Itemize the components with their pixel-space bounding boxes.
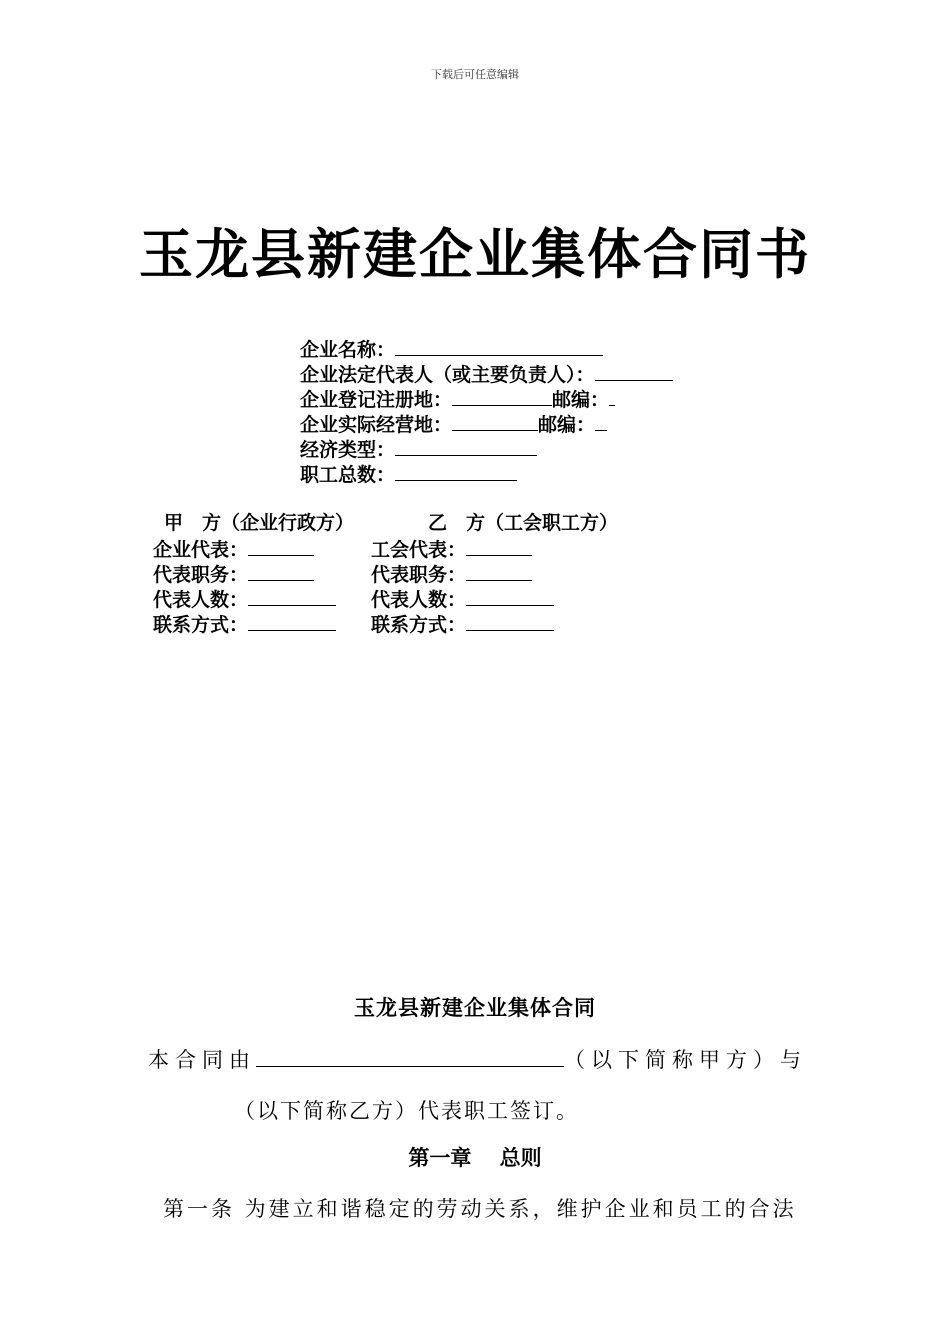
party-b-count-row: [371, 587, 554, 613]
contract-title: 玉龙县新建企业集体合同: [354, 995, 596, 1020]
op-postcode-label: 邮编：: [538, 414, 596, 436]
chapter-heading: 第一章 总则: [408, 1145, 542, 1170]
legal-rep-field[interactable]: [595, 362, 673, 381]
company-name-label: 企业名称：: [300, 339, 396, 361]
legal-rep-row: [300, 362, 673, 388]
party-b-rep-label: 工会代表：: [371, 539, 467, 561]
reg-postcode-field[interactable]: [609, 387, 615, 406]
reg-postcode-label: 邮编：: [552, 389, 610, 411]
op-address-row: [300, 412, 607, 438]
party-b-contact-row: [371, 612, 554, 638]
party-a-rep-field[interactable]: [248, 537, 314, 556]
contract-line-2: （以下简称乙方）代表职工签订。: [234, 1099, 579, 1123]
party-a-rep-label: 企业代表：: [153, 539, 249, 561]
party-a-count-label: 代表人数：: [153, 589, 249, 611]
party-a-contact-field[interactable]: [248, 612, 336, 631]
party-a-contact-row: [153, 612, 336, 638]
document-title: 玉龙县新建企业集体合同书: [139, 222, 811, 286]
party-b-count-field[interactable]: [466, 587, 554, 606]
econ-type-label: 经济类型：: [300, 439, 396, 461]
party-a-position-field[interactable]: [248, 562, 314, 581]
party-a-heading: 甲 方（企业行政方）: [164, 512, 355, 534]
party-a-position-row: [153, 562, 314, 588]
party-a-name-field[interactable]: [256, 1044, 564, 1067]
staff-total-label: 职工总数：: [300, 464, 396, 486]
header-note: 下载后可任意编辑: [431, 68, 519, 81]
econ-type-row: [300, 437, 537, 463]
party-a-rep-row: [153, 537, 314, 563]
party-b-position-row: [371, 562, 532, 588]
party-b-contact-field[interactable]: [466, 612, 554, 631]
company-name-row: [300, 337, 603, 363]
op-address-label: 企业实际经营地：: [300, 414, 453, 436]
legal-rep-label: 企业法定代表人（或主要负责人）：: [300, 364, 595, 386]
party-b-contact-label: 联系方式：: [371, 614, 467, 636]
party-a-position-label: 代表职务：: [153, 564, 249, 586]
contract-line-1-prefix: 本合同由: [148, 1048, 256, 1072]
party-b-count-label: 代表人数：: [371, 589, 467, 611]
econ-type-field[interactable]: [395, 437, 537, 456]
staff-total-field[interactable]: [395, 462, 517, 481]
party-b-position-label: 代表职务：: [371, 564, 467, 586]
party-a-count-field[interactable]: [248, 587, 336, 606]
staff-total-row: [300, 462, 517, 488]
party-b-position-field[interactable]: [466, 562, 532, 581]
op-postcode-field[interactable]: [595, 412, 607, 431]
party-a-count-row: [153, 587, 336, 613]
reg-address-label: 企业登记注册地：: [300, 389, 453, 411]
reg-address-field[interactable]: [452, 387, 552, 406]
op-address-field[interactable]: [452, 412, 538, 431]
reg-address-row: [300, 387, 615, 413]
contract-line-1-suffix: （以下简称甲方）与: [564, 1048, 807, 1072]
party-b-rep-field[interactable]: [466, 537, 532, 556]
article-1: 第一条 为建立和谐稳定的劳动关系，维护企业和员工的合法: [163, 1197, 797, 1221]
contract-line-1: [148, 1044, 807, 1074]
party-a-contact-label: 联系方式：: [153, 614, 249, 636]
company-name-field[interactable]: [395, 337, 603, 356]
party-b-heading: 乙 方（工会职工方）: [428, 512, 619, 534]
party-b-rep-row: [371, 537, 532, 563]
